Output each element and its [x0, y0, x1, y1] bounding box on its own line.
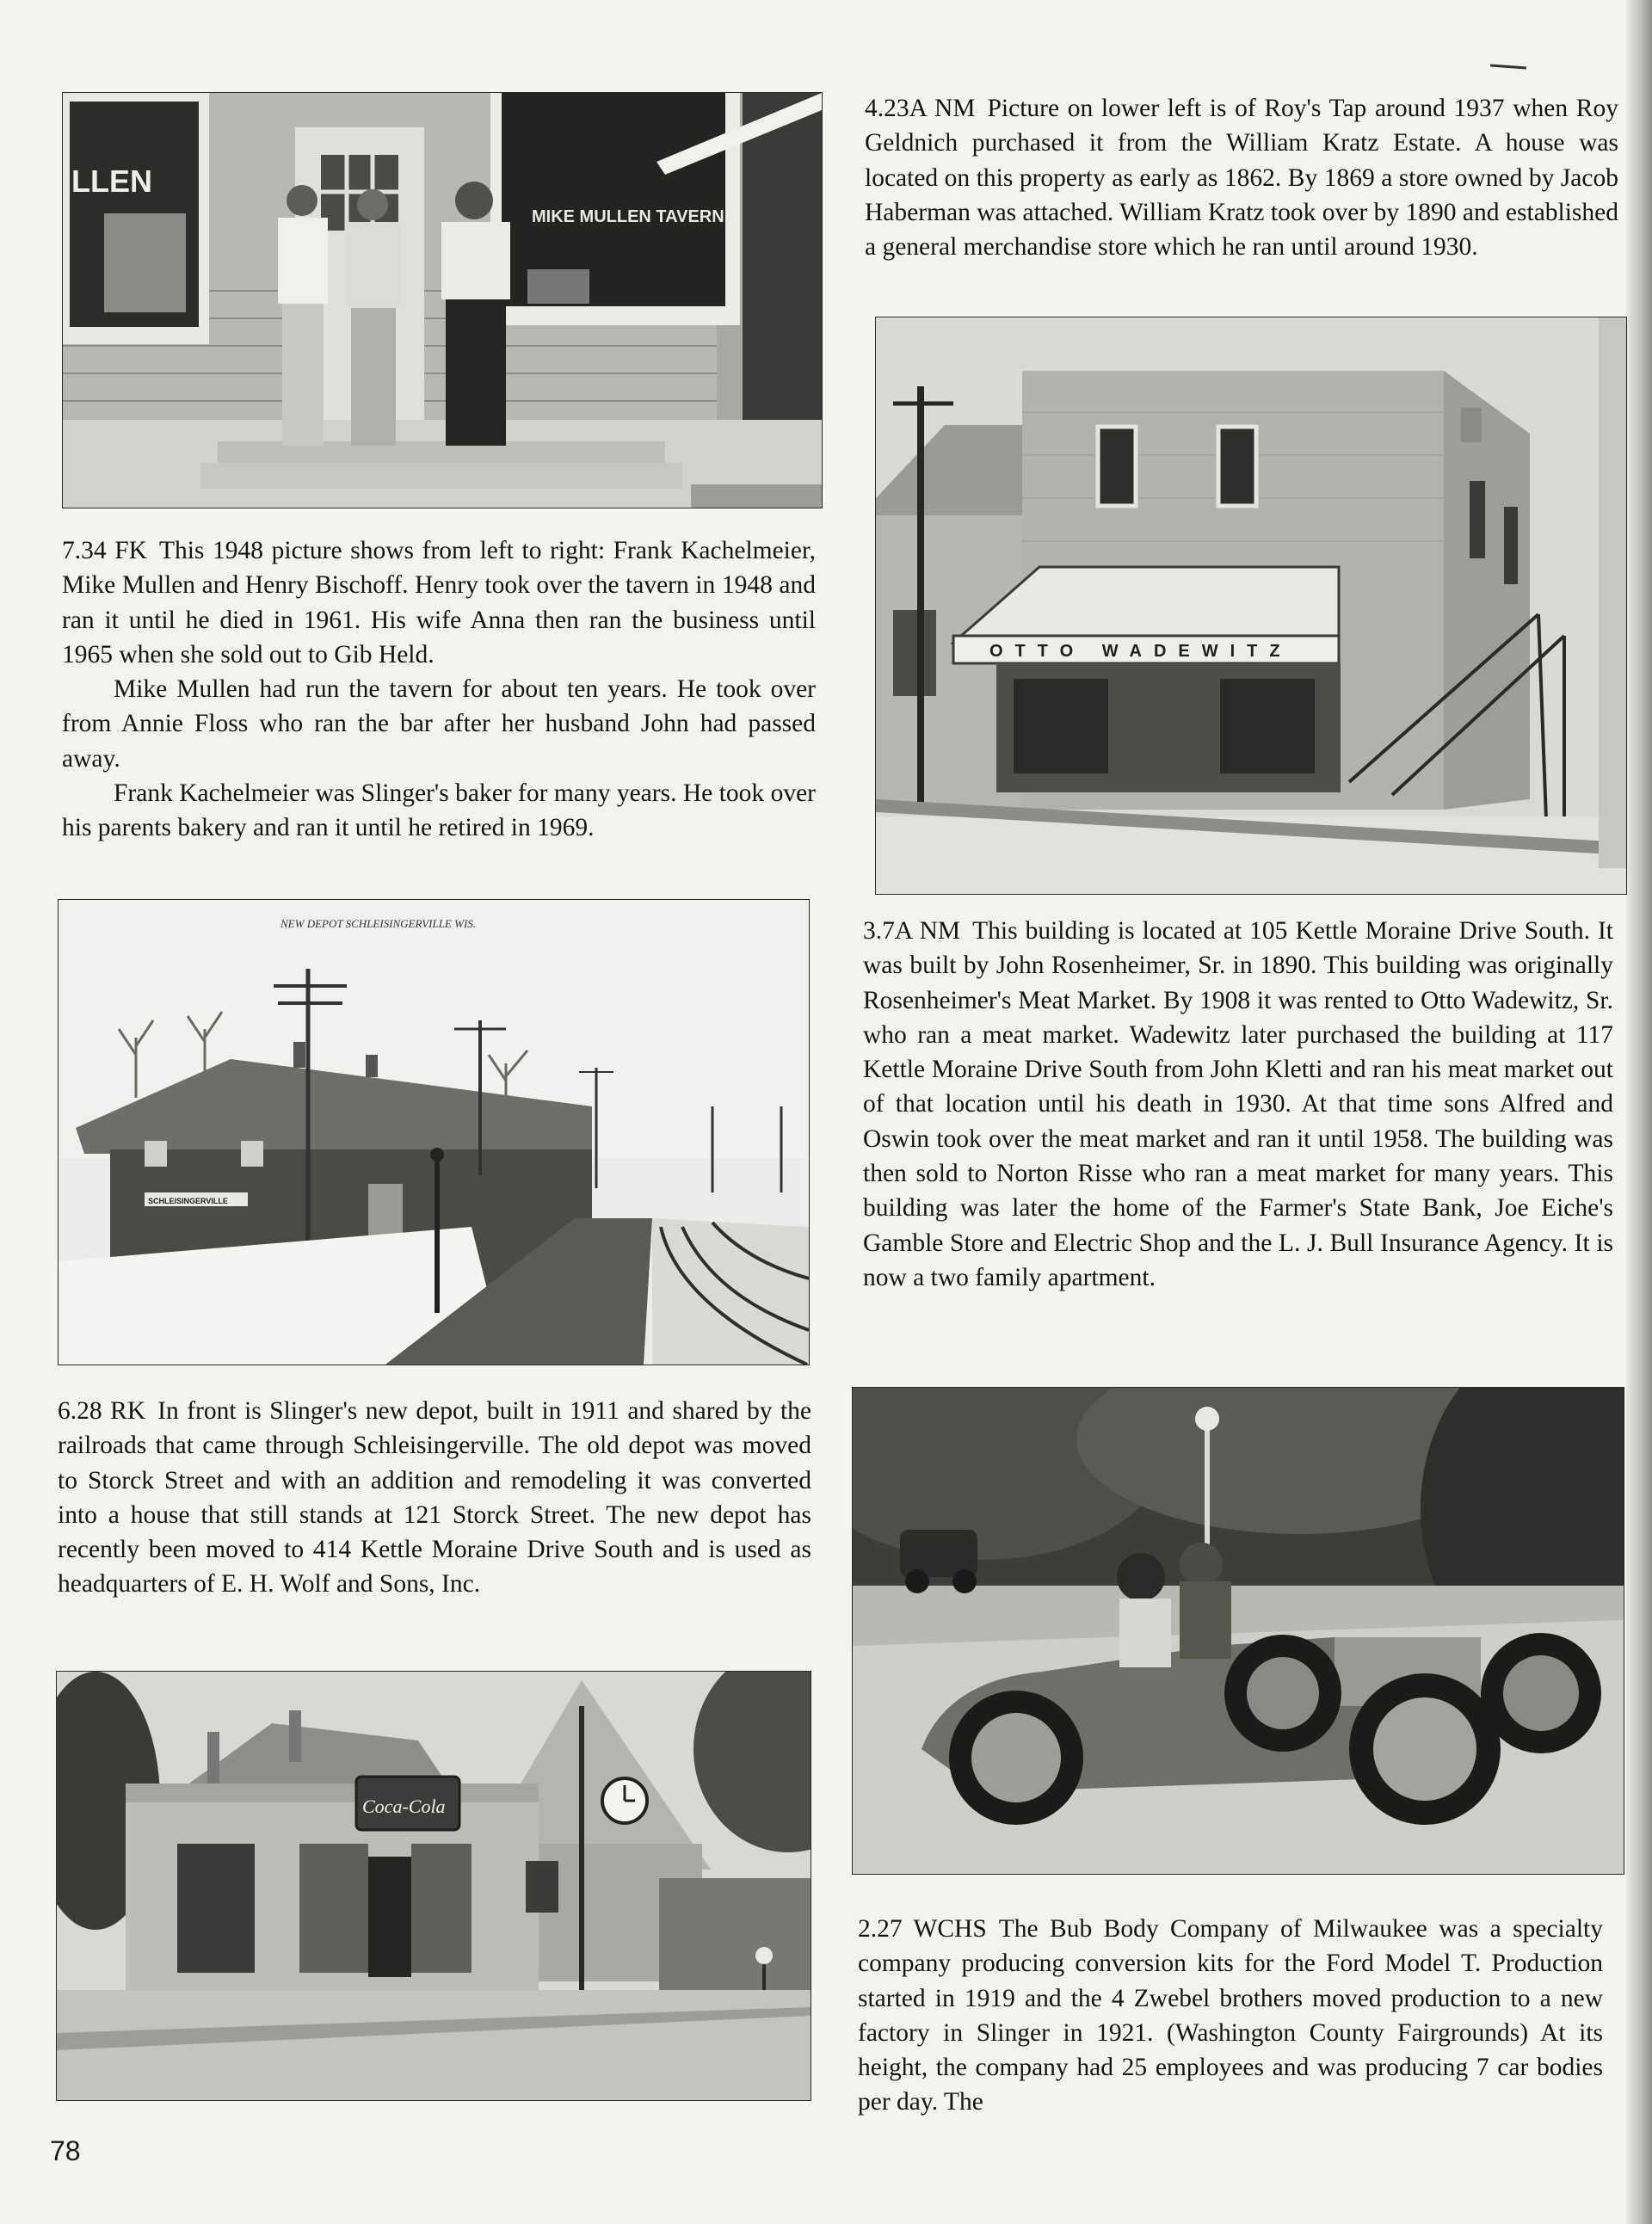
caption-depot-code: 6.28 RK	[58, 1397, 146, 1425]
caption-bub-code: 2.27 WCHS	[858, 1915, 987, 1943]
caption-wadewitz-paragraph	[863, 914, 1613, 1295]
photo-depot-postcard	[58, 899, 810, 1365]
caption-mullen-paragraph-2: Mike Mullen had run the tavern for about ten years. He took over from Annie Floss who ran the bar after her husband John had passed away.	[62, 675, 816, 773]
caption-bub	[858, 1912, 1603, 2120]
caption-roys-tap-paragraph	[865, 91, 1618, 264]
caption-roys-tap-text: Picture on lower left is of Roy's Tap around 1937 when Roy Geldnich purchased it from the William Kratz Estate. A house was located on this property as early as 1862. By 1869 a store owned by Jacob Haberman was attached. William Kratz took over by 1890 and established a general merchandise store which he ran until around 1930.	[865, 95, 1618, 262]
caption-depot	[58, 1394, 811, 1602]
scan-mark	[1490, 65, 1526, 70]
photo-bub-roadster	[852, 1387, 1624, 1875]
caption-depot-text: In front is Slinger's new depot, built in 1911 and shared by the railroads that came through Schleisingerville. The old depot was moved to Storck Street and with an addition and remodeling it was converted into a house that still stands at 121 Storck Street. The new depot has recently been moved to 414 Kettle Moraine Drive South and is used as headquarters of E. H. Wolf and Sons, Inc.	[58, 1397, 811, 1599]
caption-roys-tap-code: 4.23A NM	[865, 95, 976, 122]
caption-mullen-paragraph-3: Frank Kachelmeier was Slinger's baker for many years. He took over his parents bakery and ran it until he retired in 1969.	[62, 779, 816, 842]
photo-roys-tap	[56, 1671, 811, 2101]
page-edge	[1626, 0, 1652, 2224]
tavern-sign-text: MIKE MULLEN TAVERN	[532, 207, 724, 226]
caption-wadewitz-code: 3.7A NM	[863, 917, 961, 945]
caption-wadewitz-text: This building is located at 105 Kettle Moraine Drive South. It was built by John Rosenheimer, Sr. in 1890. This building was originally Rosenheimer's Meat Market. By 1908 it was rented to Otto Wadewitz, Sr. who ran a meat market. Wadewitz later purchased the building at 117 Kettle Moraine Drive South from John Kletti and ran his meat market out of that location until his death in 1930. At that time sons Alfred and Oswin took over the meat market and ran it until 1958. The building was then sold to Norton Risse who ran a meat market for many years. This building was later the home of the Farmer's State Bank, Joe Eiche's Gamble Store and Electric Shop and the L. J. Bull Insurance Agency. It is now a two family apartment.	[863, 917, 1613, 1291]
photo-wadewitz-building	[875, 317, 1627, 895]
caption-bub-paragraph	[858, 1912, 1603, 2120]
caption-mullen	[62, 533, 816, 846]
depot-board-text: SCHLEISINGERVILLE	[148, 1197, 228, 1205]
photo-mullen-tavern	[62, 92, 823, 508]
caption-depot-paragraph	[58, 1394, 811, 1602]
caption-wadewitz	[863, 914, 1613, 1295]
awning-text: OTTO WADEWITZ	[989, 642, 1292, 661]
coke-sign-text: Coca-Cola	[362, 1796, 446, 1817]
page-number: 78	[50, 2135, 81, 2166]
caption-roys-tap	[865, 91, 1618, 264]
caption-bub-text: The Bub Body Company of Milwaukee was a specialty company producing conversion kits for the Ford Model T. Production started in 1919 and the 4 Zwebel brothers moved production to a new factory in Slinger in 1921. (Washington County Fairgrounds) At its height, the company had 25 employees and was producing 7 car bodies per day. The	[858, 1915, 1603, 2116]
depot-postcard-title: NEW DEPOT SCHLEISINGERVILLE WIS.	[280, 917, 477, 930]
tavern-window-left-text: LLEN	[71, 163, 152, 199]
caption-mullen-code: 7.34 FK	[62, 537, 147, 564]
caption-mullen-paragraph-1	[62, 533, 816, 672]
caption-mullen-text-1: This 1948 picture shows from left to right: Frank Kachelmeier, Mike Mullen and Henry Bischoff. Henry took over the tavern in 1948 and ran it until he died in 1961. His wife Anna then ran the business until 1965 when she sold out to Gib Held.	[62, 537, 816, 668]
